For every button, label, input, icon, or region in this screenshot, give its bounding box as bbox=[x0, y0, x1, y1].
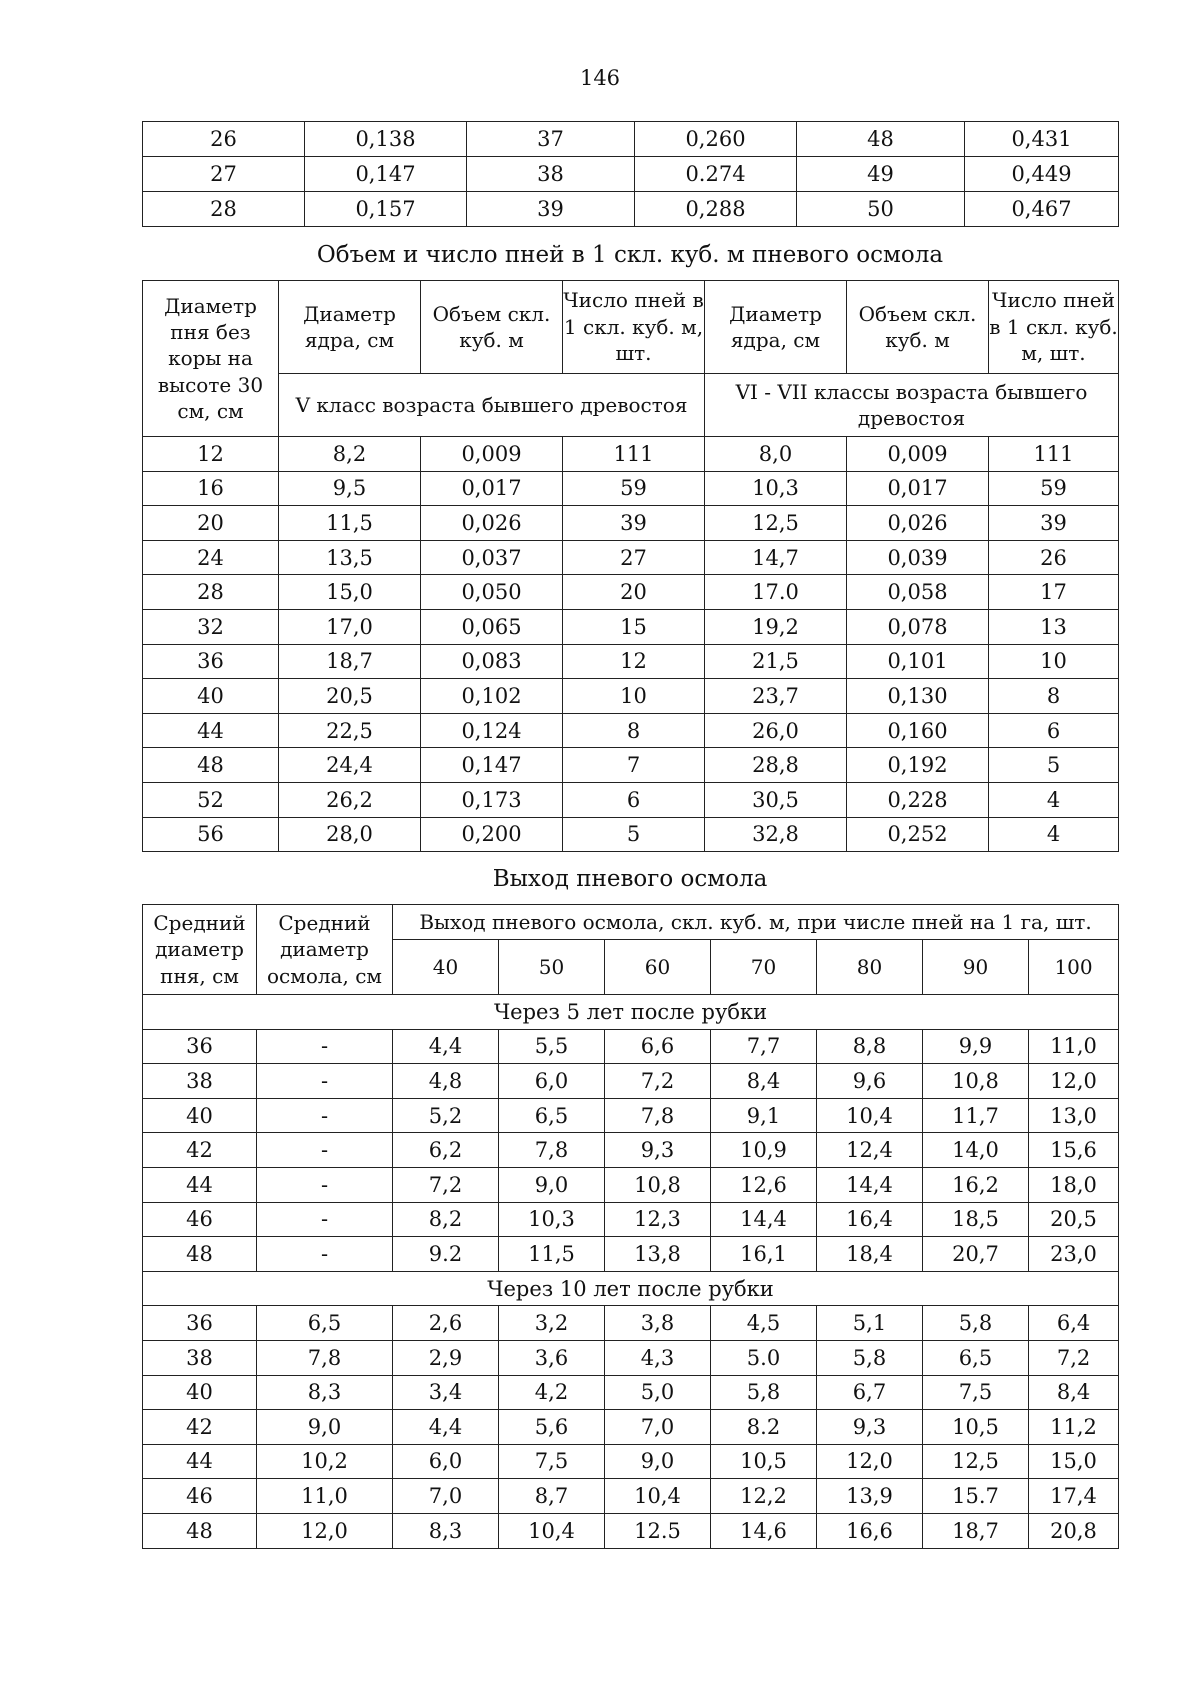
volume-table-cell: 59 bbox=[989, 471, 1119, 506]
yield-table-cell: 9,0 bbox=[605, 1444, 711, 1479]
volume-table-cell: 0,050 bbox=[421, 575, 563, 610]
table-row bbox=[143, 575, 1119, 610]
yield-table-cell: 10,8 bbox=[923, 1064, 1029, 1099]
volume-table-cell: 0,102 bbox=[421, 679, 563, 714]
volume-table-cell: 39 bbox=[563, 506, 705, 541]
top-table-cell: 28 bbox=[143, 192, 305, 227]
stump-count-header: 100 bbox=[1029, 940, 1119, 995]
yield-table-cell: 2,9 bbox=[393, 1340, 499, 1375]
yield-table-cell: 5,0 bbox=[605, 1375, 711, 1410]
table-row bbox=[143, 1167, 1119, 1202]
yield-table-cell: 48 bbox=[143, 1513, 257, 1548]
volume-table-cell: 16 bbox=[143, 471, 279, 506]
volume-table-cell: 10 bbox=[563, 679, 705, 714]
yield-table-cell: 6,5 bbox=[923, 1340, 1029, 1375]
volume-table-cell: 4 bbox=[989, 817, 1119, 852]
volume-table-cell: 8,0 bbox=[705, 437, 847, 472]
volume-table-cell: 8 bbox=[989, 679, 1119, 714]
yield-table-cell: 6,5 bbox=[257, 1306, 393, 1341]
volume-table-cell: 18,7 bbox=[279, 644, 421, 679]
volume-table-cell: 11,5 bbox=[279, 506, 421, 541]
yield-table-cell: 9,0 bbox=[499, 1167, 605, 1202]
yield-table-cell: 7,5 bbox=[923, 1375, 1029, 1410]
volume-table-cell: 26 bbox=[989, 540, 1119, 575]
table-row bbox=[143, 1202, 1119, 1237]
yield-table-cell: 11,7 bbox=[923, 1098, 1029, 1133]
volume-table-cell: 10 bbox=[989, 644, 1119, 679]
yield-table-cell: 11,0 bbox=[1029, 1029, 1119, 1064]
volume-table-cell: 0,009 bbox=[847, 437, 989, 472]
yield-table-cell: 12,0 bbox=[257, 1513, 393, 1548]
yield-table-cell: 9,1 bbox=[711, 1098, 817, 1133]
header-age-class-vi-vii: VI - VII классы возраста бывшего древостоя bbox=[705, 374, 1119, 437]
yield-table-cell: 16,4 bbox=[817, 1202, 923, 1237]
volume-table-cell: 14,7 bbox=[705, 540, 847, 575]
yield-table-cell: 8,4 bbox=[1029, 1375, 1119, 1410]
volume-table-cell: 17 bbox=[989, 575, 1119, 610]
yield-table-cell: 18,5 bbox=[923, 1202, 1029, 1237]
yield-table-cell: 9,3 bbox=[605, 1133, 711, 1168]
yield-table-cell: 10,4 bbox=[605, 1479, 711, 1514]
table-row bbox=[143, 1237, 1119, 1272]
table-row bbox=[143, 1064, 1119, 1099]
header-volume-v: Объем скл. куб. м bbox=[421, 281, 563, 374]
volume-table-cell: 0,026 bbox=[847, 506, 989, 541]
yield-table-cell: 4,5 bbox=[711, 1306, 817, 1341]
volume-table-cell: 28 bbox=[143, 575, 279, 610]
top-table-cell: 26 bbox=[143, 122, 305, 157]
yield-table-cell: 36 bbox=[143, 1306, 257, 1341]
yield-table-cell: 14,4 bbox=[711, 1202, 817, 1237]
yield-table-cell: 8,3 bbox=[257, 1375, 393, 1410]
yield-table-cell: 12.5 bbox=[605, 1513, 711, 1548]
volume-table-cell: 17.0 bbox=[705, 575, 847, 610]
yield-table-cell: 13,0 bbox=[1029, 1098, 1119, 1133]
volume-table-cell: 7 bbox=[563, 748, 705, 783]
yield-table-cell: 6,0 bbox=[499, 1064, 605, 1099]
yield-table-cell: 8,8 bbox=[817, 1029, 923, 1064]
table-row bbox=[143, 1375, 1119, 1410]
volume-table-cell: 111 bbox=[563, 437, 705, 472]
yield-table-cell: 11,0 bbox=[257, 1479, 393, 1514]
yield-table-body bbox=[143, 995, 1119, 1549]
yield-table-cell: 7,0 bbox=[605, 1410, 711, 1445]
table-row bbox=[143, 540, 1119, 575]
volume-table-cell: 30,5 bbox=[705, 782, 847, 817]
yield-table-cell: 7,7 bbox=[711, 1029, 817, 1064]
yield-table-title: Выход пневого осмола bbox=[492, 866, 768, 892]
yield-table-cell: 12,5 bbox=[923, 1444, 1029, 1479]
volume-table-cell: 0,083 bbox=[421, 644, 563, 679]
yield-table-cell: 20,5 bbox=[1029, 1202, 1119, 1237]
yield-table-cell: 42 bbox=[143, 1133, 257, 1168]
top-table-cell: 0,157 bbox=[305, 192, 467, 227]
top-table-body bbox=[143, 122, 1119, 227]
section-label: Через 10 лет после рубки bbox=[143, 1271, 1119, 1306]
yield-table-cell: 12,3 bbox=[605, 1202, 711, 1237]
stump-count-header: 90 bbox=[923, 940, 1029, 995]
volume-table-cell: 59 bbox=[563, 471, 705, 506]
volume-table-cell: 32 bbox=[143, 609, 279, 644]
yield-table-cell: 12,2 bbox=[711, 1479, 817, 1514]
volume-table-cell: 0,009 bbox=[421, 437, 563, 472]
volume-table-cell: 0,252 bbox=[847, 817, 989, 852]
top-table bbox=[142, 121, 1119, 227]
yield-table-cell: 6,6 bbox=[605, 1029, 711, 1064]
yield-table-cell: 5,8 bbox=[817, 1340, 923, 1375]
header-avg-stump-diameter: Средний диаметр пня, см bbox=[143, 905, 257, 995]
section-label: Через 5 лет после рубки bbox=[143, 995, 1119, 1030]
section-row bbox=[143, 1271, 1119, 1306]
header-stump-count-vi: Число пней в 1 скл. куб. м, шт. bbox=[989, 281, 1119, 374]
volume-table-cell: 0,124 bbox=[421, 713, 563, 748]
table-row bbox=[143, 1479, 1119, 1514]
yield-table-cell: 48 bbox=[143, 1237, 257, 1272]
yield-table-cell: 7,5 bbox=[499, 1444, 605, 1479]
volume-table-cell: 0,078 bbox=[847, 609, 989, 644]
volume-table-cell: 22,5 bbox=[279, 713, 421, 748]
volume-table-body bbox=[143, 437, 1119, 852]
volume-table-cell: 28,0 bbox=[279, 817, 421, 852]
volume-table-cell: 12,5 bbox=[705, 506, 847, 541]
yield-table-cell: 8,7 bbox=[499, 1479, 605, 1514]
yield-table-cell: 10,2 bbox=[257, 1444, 393, 1479]
volume-table-cell: 0,101 bbox=[847, 644, 989, 679]
yield-table-cell: 10,8 bbox=[605, 1167, 711, 1202]
page-number: 146 bbox=[579, 66, 621, 90]
volume-table-cell: 12 bbox=[563, 644, 705, 679]
table-row bbox=[143, 437, 1119, 472]
table-row bbox=[143, 506, 1119, 541]
yield-table-cell: 5.0 bbox=[711, 1340, 817, 1375]
top-table-cell: 27 bbox=[143, 157, 305, 192]
volume-table-cell: 4 bbox=[989, 782, 1119, 817]
yield-table-cell: 15.7 bbox=[923, 1479, 1029, 1514]
yield-table-cell: 5,2 bbox=[393, 1098, 499, 1133]
volume-table-cell: 40 bbox=[143, 679, 279, 714]
yield-table-cell: 38 bbox=[143, 1064, 257, 1099]
header-age-class-v: V класс возраста бывшего древостоя bbox=[279, 374, 705, 437]
volume-table-cell: 32,8 bbox=[705, 817, 847, 852]
volume-table-cell: 0,039 bbox=[847, 540, 989, 575]
yield-table-cell: 4,8 bbox=[393, 1064, 499, 1099]
yield-table-cell: 16,2 bbox=[923, 1167, 1029, 1202]
volume-table-cell: 0,192 bbox=[847, 748, 989, 783]
table-row bbox=[143, 1133, 1119, 1168]
stump-count-header: 80 bbox=[817, 940, 923, 995]
volume-table-cell: 111 bbox=[989, 437, 1119, 472]
volume-table-cell: 0,173 bbox=[421, 782, 563, 817]
yield-table-cell: - bbox=[257, 1133, 393, 1168]
top-table-cell: 0,467 bbox=[965, 192, 1119, 227]
table-row bbox=[143, 1513, 1119, 1548]
yield-table-cell: 9,6 bbox=[817, 1064, 923, 1099]
header-yield-group: Выход пневого осмола, скл. куб. м, при числе пней на 1 га, шт. bbox=[393, 905, 1119, 940]
stump-count-header: 70 bbox=[711, 940, 817, 995]
yield-table-cell: 9,3 bbox=[817, 1410, 923, 1445]
yield-table-cell: 3,4 bbox=[393, 1375, 499, 1410]
volume-table-cell: 23,7 bbox=[705, 679, 847, 714]
yield-table-cell: 7,2 bbox=[605, 1064, 711, 1099]
yield-table-cell: - bbox=[257, 1202, 393, 1237]
yield-table-cell: 18,0 bbox=[1029, 1167, 1119, 1202]
stump-count-header: 50 bbox=[499, 940, 605, 995]
top-table-cell: 49 bbox=[797, 157, 965, 192]
volume-table-cell: 0,026 bbox=[421, 506, 563, 541]
yield-table-cell: 7,2 bbox=[1029, 1340, 1119, 1375]
yield-table-cell: 10,3 bbox=[499, 1202, 605, 1237]
stump-count-header: 60 bbox=[605, 940, 711, 995]
volume-table-cell: 6 bbox=[989, 713, 1119, 748]
volume-table-cell: 17,0 bbox=[279, 609, 421, 644]
table-row bbox=[143, 1410, 1119, 1445]
table-row bbox=[143, 609, 1119, 644]
yield-table-cell: 3,6 bbox=[499, 1340, 605, 1375]
yield-table-cell: 13,8 bbox=[605, 1237, 711, 1272]
table-row bbox=[143, 679, 1119, 714]
yield-table bbox=[142, 904, 1119, 1549]
yield-table-cell: 40 bbox=[143, 1375, 257, 1410]
volume-table-cell: 20 bbox=[563, 575, 705, 610]
yield-table-cell: 18,4 bbox=[817, 1237, 923, 1272]
stump-count-header: 40 bbox=[393, 940, 499, 995]
table-row bbox=[143, 122, 1119, 157]
volume-table-cell: 12 bbox=[143, 437, 279, 472]
volume-table-cell: 0,058 bbox=[847, 575, 989, 610]
volume-table-cell: 0,065 bbox=[421, 609, 563, 644]
volume-table-cell: 0,037 bbox=[421, 540, 563, 575]
yield-table-cell: 9.2 bbox=[393, 1237, 499, 1272]
yield-table-cell: 36 bbox=[143, 1029, 257, 1064]
volume-table-cell: 48 bbox=[143, 748, 279, 783]
yield-table-cell: 3,2 bbox=[499, 1306, 605, 1341]
yield-table-cell: 4,4 bbox=[393, 1410, 499, 1445]
volume-table-cell: 24,4 bbox=[279, 748, 421, 783]
yield-table-cell: 5,8 bbox=[711, 1375, 817, 1410]
yield-table-cell: 11,2 bbox=[1029, 1410, 1119, 1445]
yield-table-cell: 11,5 bbox=[499, 1237, 605, 1272]
volume-table-cell: 8,2 bbox=[279, 437, 421, 472]
top-table-cell: 0,449 bbox=[965, 157, 1119, 192]
yield-table-cell: 9,0 bbox=[257, 1410, 393, 1445]
yield-table-cell: 8.2 bbox=[711, 1410, 817, 1445]
table-row bbox=[143, 1029, 1119, 1064]
yield-table-cell: 5,5 bbox=[499, 1029, 605, 1064]
top-table-cell: 50 bbox=[797, 192, 965, 227]
yield-table-cell: 14,6 bbox=[711, 1513, 817, 1548]
volume-table-cell: 56 bbox=[143, 817, 279, 852]
volume-table-cell: 8 bbox=[563, 713, 705, 748]
yield-table-cell: 7,0 bbox=[393, 1479, 499, 1514]
volume-table-cell: 26,0 bbox=[705, 713, 847, 748]
yield-table-cell: 10,5 bbox=[923, 1410, 1029, 1445]
yield-table-cell: 4,4 bbox=[393, 1029, 499, 1064]
header-stump-count-v: Число пней в 1 скл. куб. м, шт. bbox=[563, 281, 705, 374]
header-stump-diameter: Диаметр пня без коры на высоте 30 см, см bbox=[143, 281, 279, 437]
yield-table-cell: 18,7 bbox=[923, 1513, 1029, 1548]
yield-table-cell: 46 bbox=[143, 1479, 257, 1514]
yield-table-cell: 10,4 bbox=[817, 1098, 923, 1133]
header-avg-resin-diameter: Средний диаметр осмола, см bbox=[257, 905, 393, 995]
top-table-cell: 48 bbox=[797, 122, 965, 157]
yield-table-cell: 46 bbox=[143, 1202, 257, 1237]
volume-table-cell: 27 bbox=[563, 540, 705, 575]
table-row bbox=[143, 748, 1119, 783]
yield-table-cell: 16,1 bbox=[711, 1237, 817, 1272]
volume-table-cell: 20,5 bbox=[279, 679, 421, 714]
top-table-cell: 0,138 bbox=[305, 122, 467, 157]
volume-table-cell: 28,8 bbox=[705, 748, 847, 783]
yield-table-cell: - bbox=[257, 1064, 393, 1099]
table-row bbox=[143, 1444, 1119, 1479]
yield-table-cell: 12,6 bbox=[711, 1167, 817, 1202]
top-table-cell: 0.274 bbox=[635, 157, 797, 192]
volume-table-cell: 0,200 bbox=[421, 817, 563, 852]
section-row bbox=[143, 995, 1119, 1030]
volume-table-cell: 0,228 bbox=[847, 782, 989, 817]
yield-table-cell: 7,8 bbox=[499, 1133, 605, 1168]
volume-table-cell: 36 bbox=[143, 644, 279, 679]
top-table-cell: 0,288 bbox=[635, 192, 797, 227]
yield-table-cell: 8,4 bbox=[711, 1064, 817, 1099]
yield-table-cell: 7,8 bbox=[605, 1098, 711, 1133]
table-row bbox=[143, 192, 1119, 227]
volume-table-cell: 0,017 bbox=[421, 471, 563, 506]
volume-table-cell: 6 bbox=[563, 782, 705, 817]
yield-table-cell: - bbox=[257, 1098, 393, 1133]
yield-table-cell: 13,9 bbox=[817, 1479, 923, 1514]
yield-table-cell: 15,0 bbox=[1029, 1444, 1119, 1479]
top-table-cell: 0,147 bbox=[305, 157, 467, 192]
volume-table-cell: 13,5 bbox=[279, 540, 421, 575]
yield-table-cell: 5,8 bbox=[923, 1306, 1029, 1341]
yield-table-cell: 7,2 bbox=[393, 1167, 499, 1202]
header-core-diameter-v: Диаметр ядра, см bbox=[279, 281, 421, 374]
yield-table-cell: 40 bbox=[143, 1098, 257, 1133]
yield-table-cell: 12,0 bbox=[817, 1444, 923, 1479]
header-volume-vi: Объем скл. куб. м bbox=[847, 281, 989, 374]
volume-table-cell: 24 bbox=[143, 540, 279, 575]
volume-table-cell: 13 bbox=[989, 609, 1119, 644]
yield-table-cell: 38 bbox=[143, 1340, 257, 1375]
yield-table-cell: 5,6 bbox=[499, 1410, 605, 1445]
yield-table-cell: 15,6 bbox=[1029, 1133, 1119, 1168]
yield-table-cell: 6,4 bbox=[1029, 1306, 1119, 1341]
top-table-cell: 0,431 bbox=[965, 122, 1119, 157]
table-row bbox=[143, 817, 1119, 852]
yield-table-cell: - bbox=[257, 1167, 393, 1202]
yield-table-cell: 4,2 bbox=[499, 1375, 605, 1410]
yield-table-cell: 9,9 bbox=[923, 1029, 1029, 1064]
yield-table-cell: 44 bbox=[143, 1167, 257, 1202]
yield-table-cell: 8,3 bbox=[393, 1513, 499, 1548]
yield-table-cell: 10,4 bbox=[499, 1513, 605, 1548]
yield-table-cell: 12,4 bbox=[817, 1133, 923, 1168]
volume-table-cell: 20 bbox=[143, 506, 279, 541]
volume-table-cell: 0,017 bbox=[847, 471, 989, 506]
volume-table-cell: 26,2 bbox=[279, 782, 421, 817]
table-row bbox=[143, 157, 1119, 192]
yield-table-cell: 2,6 bbox=[393, 1306, 499, 1341]
yield-table-cell: 8,2 bbox=[393, 1202, 499, 1237]
volume-table bbox=[142, 280, 1119, 852]
volume-table-cell: 21,5 bbox=[705, 644, 847, 679]
yield-table-cell: 6,5 bbox=[499, 1098, 605, 1133]
yield-table-cell: 10,5 bbox=[711, 1444, 817, 1479]
table-row bbox=[143, 1306, 1119, 1341]
yield-table-cell: 6,0 bbox=[393, 1444, 499, 1479]
volume-table-cell: 0,147 bbox=[421, 748, 563, 783]
yield-table-cell: 14,0 bbox=[923, 1133, 1029, 1168]
yield-table-cell: 23,0 bbox=[1029, 1237, 1119, 1272]
header-core-diameter-vi: Диаметр ядра, см bbox=[705, 281, 847, 374]
top-table-cell: 38 bbox=[467, 157, 635, 192]
volume-table-cell: 15 bbox=[563, 609, 705, 644]
yield-table-cell: 3,8 bbox=[605, 1306, 711, 1341]
yield-table-cell: 44 bbox=[143, 1444, 257, 1479]
yield-table-cell: 4,3 bbox=[605, 1340, 711, 1375]
yield-table-cell: - bbox=[257, 1237, 393, 1272]
volume-table-cell: 5 bbox=[989, 748, 1119, 783]
volume-table-cell: 9,5 bbox=[279, 471, 421, 506]
yield-table-cell: 6,7 bbox=[817, 1375, 923, 1410]
yield-table-cell: 16,6 bbox=[817, 1513, 923, 1548]
table-row bbox=[143, 644, 1119, 679]
yield-table-cell: 14,4 bbox=[817, 1167, 923, 1202]
yield-table-cell: 20,8 bbox=[1029, 1513, 1119, 1548]
yield-table-cell: 12,0 bbox=[1029, 1064, 1119, 1099]
table-row bbox=[143, 782, 1119, 817]
volume-table-cell: 0,130 bbox=[847, 679, 989, 714]
yield-table-cell: 6,2 bbox=[393, 1133, 499, 1168]
yield-table-cell: 10,9 bbox=[711, 1133, 817, 1168]
volume-table-cell: 10,3 bbox=[705, 471, 847, 506]
yield-table-cell: 42 bbox=[143, 1410, 257, 1445]
volume-table-cell: 0,160 bbox=[847, 713, 989, 748]
top-table-cell: 39 bbox=[467, 192, 635, 227]
top-table-cell: 0,260 bbox=[635, 122, 797, 157]
table-row bbox=[143, 1340, 1119, 1375]
table-row bbox=[143, 1098, 1119, 1133]
yield-table-cell: 20,7 bbox=[923, 1237, 1029, 1272]
volume-table-cell: 44 bbox=[143, 713, 279, 748]
yield-table-cell: 7,8 bbox=[257, 1340, 393, 1375]
volume-table-cell: 15,0 bbox=[279, 575, 421, 610]
volume-table-cell: 5 bbox=[563, 817, 705, 852]
yield-table-cell: - bbox=[257, 1029, 393, 1064]
volume-table-title: Объем и число пней в 1 скл. куб. м пневого осмола bbox=[316, 242, 944, 268]
yield-table-cell: 17,4 bbox=[1029, 1479, 1119, 1514]
volume-table-cell: 19,2 bbox=[705, 609, 847, 644]
yield-table-cell: 5,1 bbox=[817, 1306, 923, 1341]
table-row bbox=[143, 471, 1119, 506]
volume-table-cell: 39 bbox=[989, 506, 1119, 541]
volume-table-cell: 52 bbox=[143, 782, 279, 817]
top-table-cell: 37 bbox=[467, 122, 635, 157]
table-row bbox=[143, 713, 1119, 748]
